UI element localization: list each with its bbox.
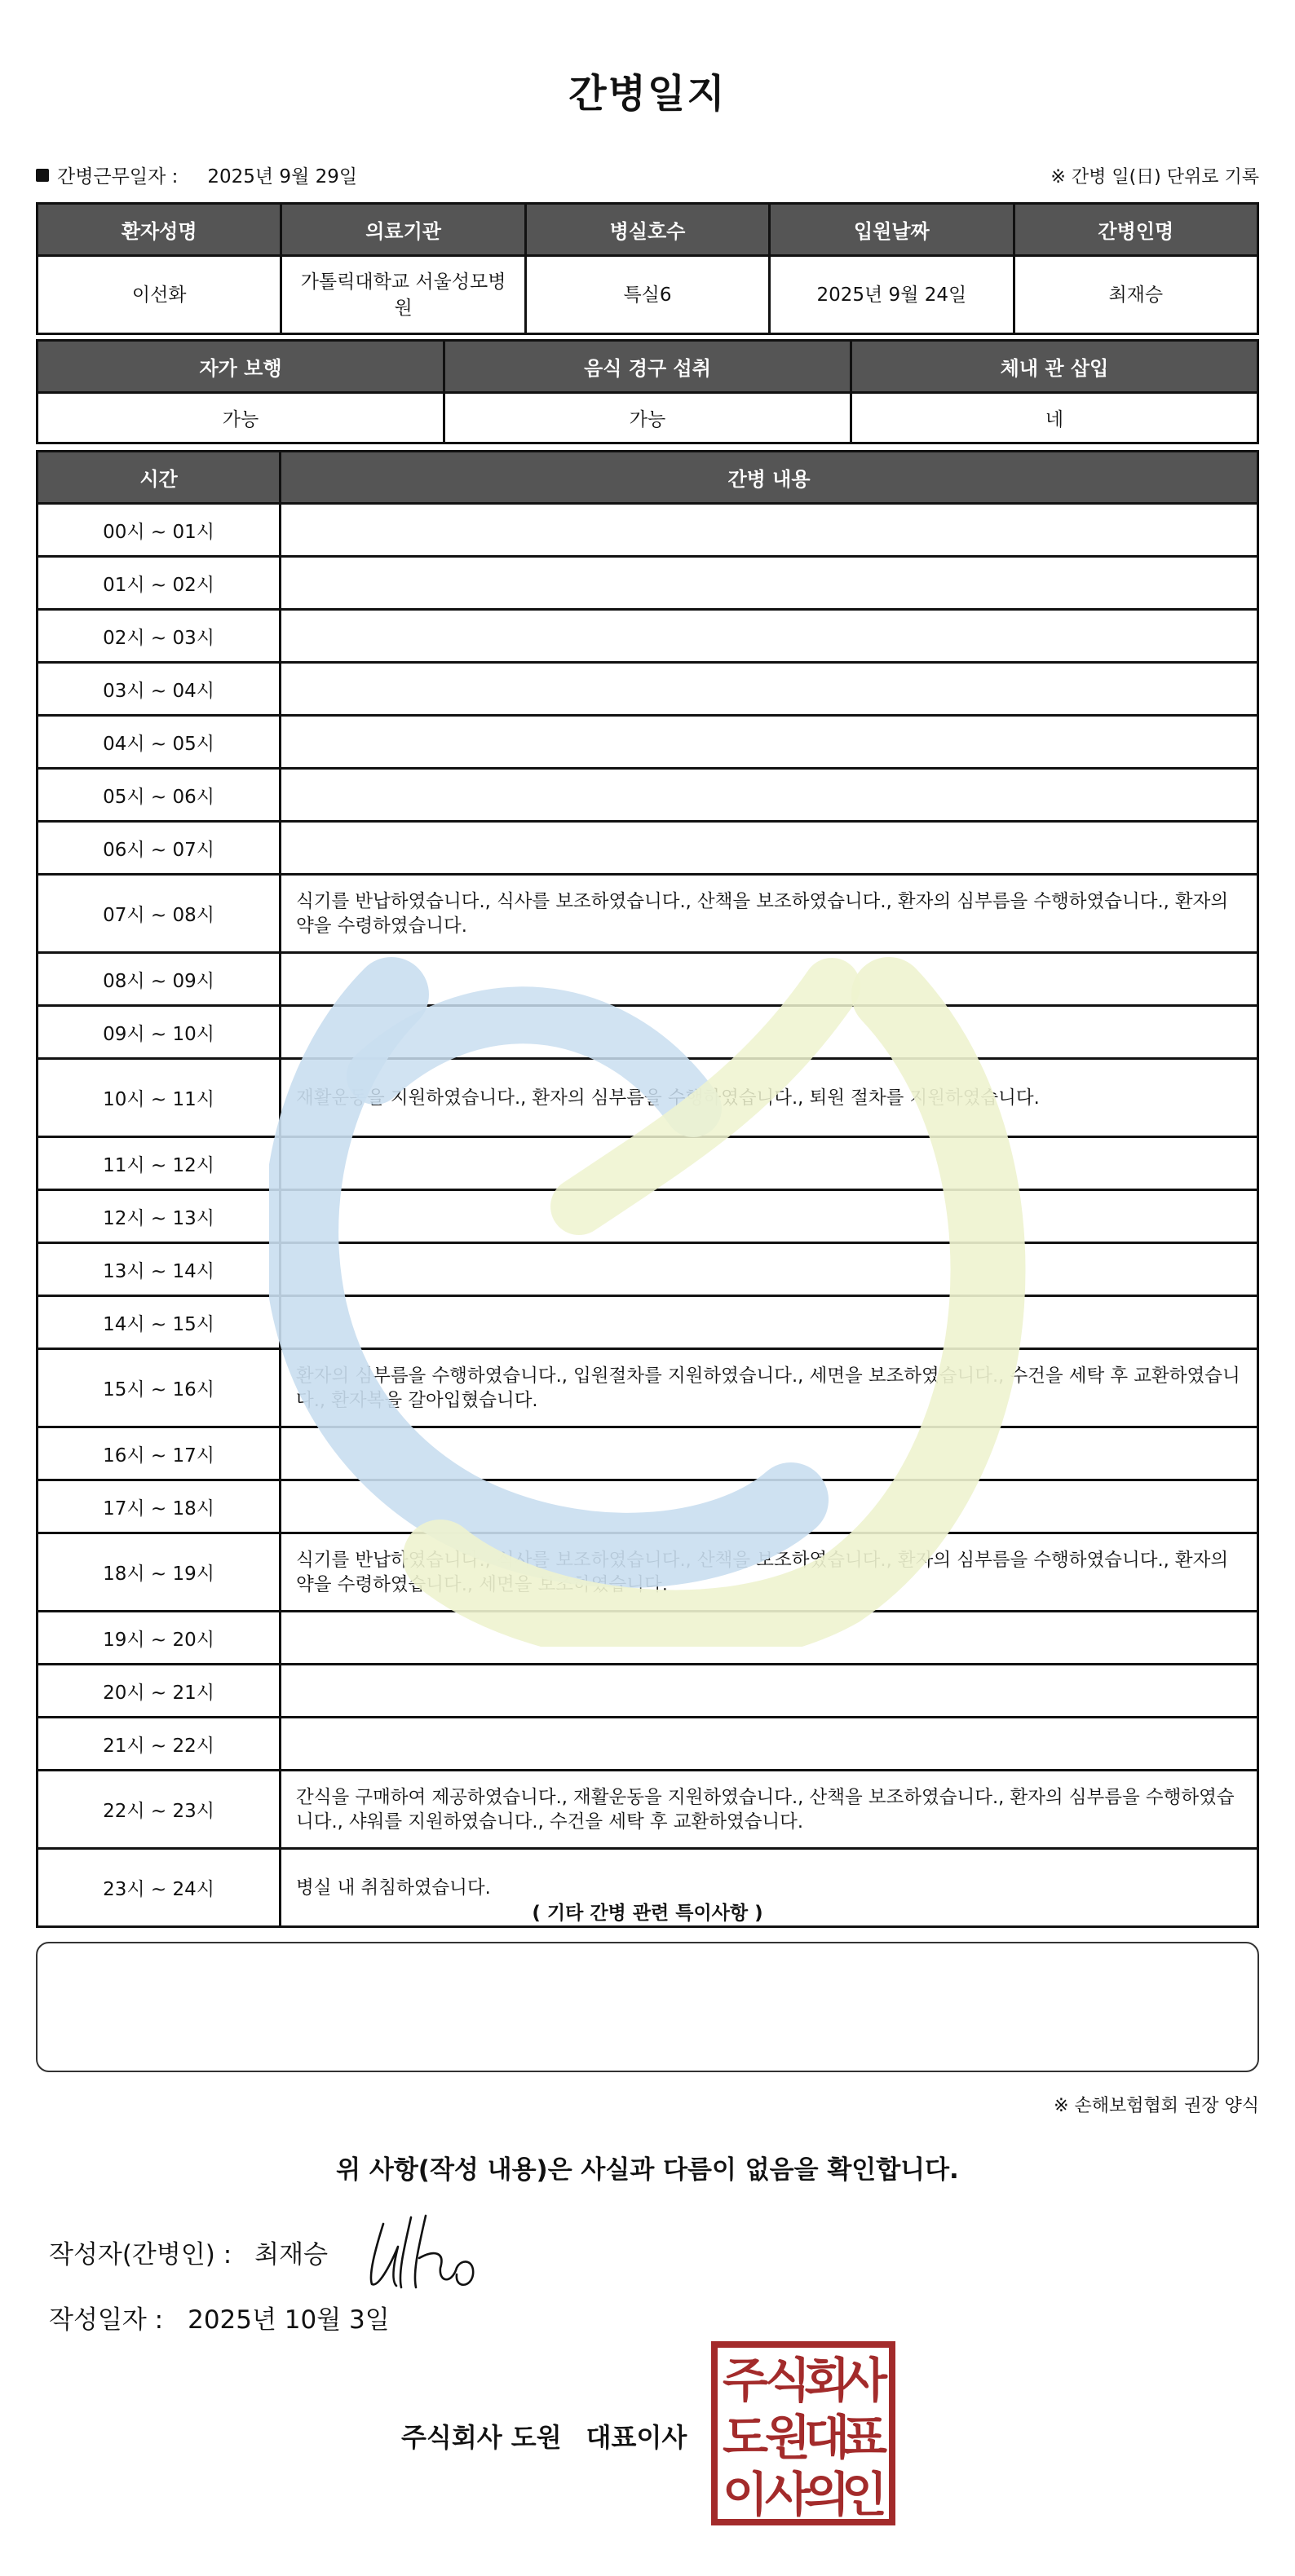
- daily-record-note: ※ 간병 일(日) 단위로 기록: [1050, 167, 1259, 187]
- log-content[interactable]: 환자의 심부름을 수행하였습니다., 입원절차를 지원하였습니다., 세면을 보조하였습니다., 수건을 세탁 후 교환하였습니다., 환자복을 갈아입혔습니다.: [281, 1349, 1258, 1427]
- log-content[interactable]: [281, 1137, 1258, 1190]
- header-tube-insertion: 체내 관 삽입: [851, 341, 1258, 393]
- written-date-row: [49, 2299, 390, 2336]
- writer-row: [49, 2234, 328, 2270]
- confirmation-statement: 위 사항(작성 내용)은 사실과 다름이 없음을 확인합니다.: [336, 2155, 959, 2185]
- log-content[interactable]: [281, 1665, 1258, 1718]
- document-title: 간병일지: [568, 71, 727, 117]
- log-time: 04시 ~ 05시: [38, 716, 281, 769]
- log-content[interactable]: [281, 610, 1258, 663]
- log-row: [38, 557, 1258, 610]
- log-time: 14시 ~ 15시: [38, 1296, 281, 1349]
- svg-text:의: 의: [803, 2467, 851, 2522]
- log-content[interactable]: [281, 716, 1258, 769]
- writer-name: 최재승: [254, 2240, 329, 2269]
- log-time: 08시 ~ 09시: [38, 953, 281, 1006]
- log-row: [38, 822, 1258, 875]
- room-number: 특실6: [525, 256, 769, 334]
- log-row: [38, 1349, 1258, 1427]
- log-row: [38, 1480, 1258, 1533]
- log-content[interactable]: [281, 1190, 1258, 1243]
- oral-intake-value: 가능: [444, 393, 851, 443]
- log-content[interactable]: 재활운동을 지원하였습니다., 환자의 심부름을 수행하였습니다., 퇴원 절차를 지원하였습니다.: [281, 1059, 1258, 1137]
- header-oral-intake: 음식 경구 섭취: [444, 341, 851, 393]
- company-seal-stamp-icon: [709, 2340, 897, 2527]
- patient-name: 이선화: [38, 256, 281, 334]
- self-walking-value: 가능: [38, 393, 444, 443]
- caregiver-name: 최재승: [1014, 256, 1257, 334]
- header-admission-date: 입원날짜: [770, 204, 1014, 256]
- work-date-label: 간병근무일자 :: [57, 166, 179, 187]
- svg-text:식: 식: [764, 2353, 811, 2408]
- patient-status-table: [36, 339, 1259, 444]
- log-time: 13시 ~ 14시: [38, 1243, 281, 1296]
- handwritten-signature-icon: [360, 2209, 491, 2299]
- tube-insertion-value: 네: [851, 393, 1258, 443]
- svg-text:주: 주: [722, 2353, 769, 2408]
- log-time: 03시 ~ 04시: [38, 663, 281, 716]
- log-time: 23시 ~ 24시: [38, 1849, 281, 1927]
- care-log-table: [36, 450, 1259, 1928]
- admission-date: 2025년 9월 24일: [770, 256, 1014, 334]
- log-content[interactable]: [281, 953, 1258, 1006]
- log-time: 00시 ~ 01시: [38, 504, 281, 557]
- log-content[interactable]: 병실 내 취침하였습니다.: [281, 1849, 1258, 1927]
- log-content[interactable]: [281, 1427, 1258, 1480]
- log-content[interactable]: [281, 1612, 1258, 1665]
- log-content[interactable]: [281, 1296, 1258, 1349]
- log-content[interactable]: [281, 1480, 1258, 1533]
- log-row: [38, 610, 1258, 663]
- bullet-square-icon: [36, 169, 49, 182]
- log-row: [38, 1006, 1258, 1059]
- header-patient-name: 환자성명: [38, 204, 281, 256]
- svg-text:회: 회: [803, 2353, 851, 2408]
- log-row: [38, 1612, 1258, 1665]
- log-time: 18시 ~ 19시: [38, 1533, 281, 1612]
- log-time: 19시 ~ 20시: [38, 1612, 281, 1665]
- log-row: [38, 1665, 1258, 1718]
- header-hospital: 의료기관: [281, 204, 525, 256]
- company-name: 주식회사 도원: [401, 2422, 562, 2453]
- svg-text:원: 원: [764, 2410, 811, 2465]
- log-row: [38, 1137, 1258, 1190]
- log-time: 11시 ~ 12시: [38, 1137, 281, 1190]
- log-row: [38, 769, 1258, 822]
- svg-text:도: 도: [722, 2410, 769, 2465]
- log-content[interactable]: [281, 504, 1258, 557]
- log-time: 21시 ~ 22시: [38, 1718, 281, 1771]
- work-date-row: [36, 161, 1259, 191]
- log-time: 01시 ~ 02시: [38, 557, 281, 610]
- log-time: 22시 ~ 23시: [38, 1771, 281, 1849]
- log-row: [38, 1718, 1258, 1771]
- svg-text:대: 대: [803, 2410, 851, 2465]
- log-time: 17시 ~ 18시: [38, 1480, 281, 1533]
- log-time: 07시 ~ 08시: [38, 875, 281, 953]
- written-date-value: 2025년 10월 3일: [188, 2305, 390, 2335]
- log-content[interactable]: 식기를 반납하였습니다., 식사를 보조하였습니다., 산책을 보조하였습니다., 환자의 심부름을 수행하였습니다., 환자의 약을 수령하였습니다., 세면을 보조하였습니다.: [281, 1533, 1258, 1612]
- header-caregiver-name: 간병인명: [1014, 204, 1257, 256]
- company-role: 대표이사: [586, 2422, 687, 2453]
- log-row: [38, 663, 1258, 716]
- svg-text:인: 인: [841, 2467, 888, 2522]
- header-care-content: 간병 내용: [281, 452, 1258, 504]
- hospital-name: 가톨릭대학교 서울성모병원: [281, 256, 525, 334]
- log-row: [38, 1243, 1258, 1296]
- remarks-title: ( 기타 간병 관련 특이사항 ): [532, 1903, 763, 1924]
- remarks-box[interactable]: [36, 1942, 1259, 2072]
- log-time: 16시 ~ 17시: [38, 1427, 281, 1480]
- log-time: 12시 ~ 13시: [38, 1190, 281, 1243]
- log-row: [38, 716, 1258, 769]
- log-row: [38, 1533, 1258, 1612]
- log-content[interactable]: [281, 557, 1258, 610]
- company-signoff: [401, 2417, 687, 2455]
- svg-text:이: 이: [722, 2467, 769, 2522]
- log-row: [38, 1059, 1258, 1137]
- log-time: 06시 ~ 07시: [38, 822, 281, 875]
- writer-label: 작성자(간병인) :: [49, 2240, 232, 2269]
- log-time: 15시 ~ 16시: [38, 1349, 281, 1427]
- log-row: [38, 1771, 1258, 1849]
- log-content[interactable]: 식기를 반납하였습니다., 식사를 보조하였습니다., 산책을 보조하였습니다., 환자의 심부름을 수행하였습니다., 환자의 약을 수령하였습니다.: [281, 875, 1258, 953]
- log-content[interactable]: [281, 1006, 1258, 1059]
- svg-text:사: 사: [841, 2353, 888, 2408]
- log-content[interactable]: [281, 769, 1258, 822]
- log-time: 02시 ~ 03시: [38, 610, 281, 663]
- log-content[interactable]: [281, 1718, 1258, 1771]
- patient-info-table: [36, 202, 1259, 335]
- svg-text:표: 표: [841, 2410, 888, 2465]
- log-content[interactable]: 간식을 구매하여 제공하였습니다., 재활운동을 지원하였습니다., 산책을 보조하였습니다., 환자의 심부름을 수행하였습니다., 샤워를 지원하였습니다., 수건을 세탁 후 교환하였습니다.: [281, 1771, 1258, 1849]
- work-date-value: 2025년 9월 29일: [207, 166, 358, 187]
- written-date-label: 작성일자 :: [49, 2305, 164, 2335]
- header-room-number: 병실호수: [525, 204, 769, 256]
- header-self-walking: 자가 보행: [38, 341, 444, 393]
- log-row: [38, 1190, 1258, 1243]
- log-row: [38, 875, 1258, 953]
- log-time: 09시 ~ 10시: [38, 1006, 281, 1059]
- log-time: 10시 ~ 11시: [38, 1059, 281, 1137]
- log-time: 20시 ~ 21시: [38, 1665, 281, 1718]
- log-content[interactable]: [281, 663, 1258, 716]
- recommend-format-note: ※ 손해보험협회 권장 양식: [1054, 2096, 1259, 2116]
- log-row: [38, 504, 1258, 557]
- log-content[interactable]: [281, 1243, 1258, 1296]
- log-content[interactable]: [281, 822, 1258, 875]
- header-time: 시간: [38, 452, 281, 504]
- log-row: [38, 1296, 1258, 1349]
- log-row: [38, 953, 1258, 1006]
- log-time: 05시 ~ 06시: [38, 769, 281, 822]
- log-row: [38, 1427, 1258, 1480]
- svg-text:사: 사: [764, 2467, 811, 2522]
